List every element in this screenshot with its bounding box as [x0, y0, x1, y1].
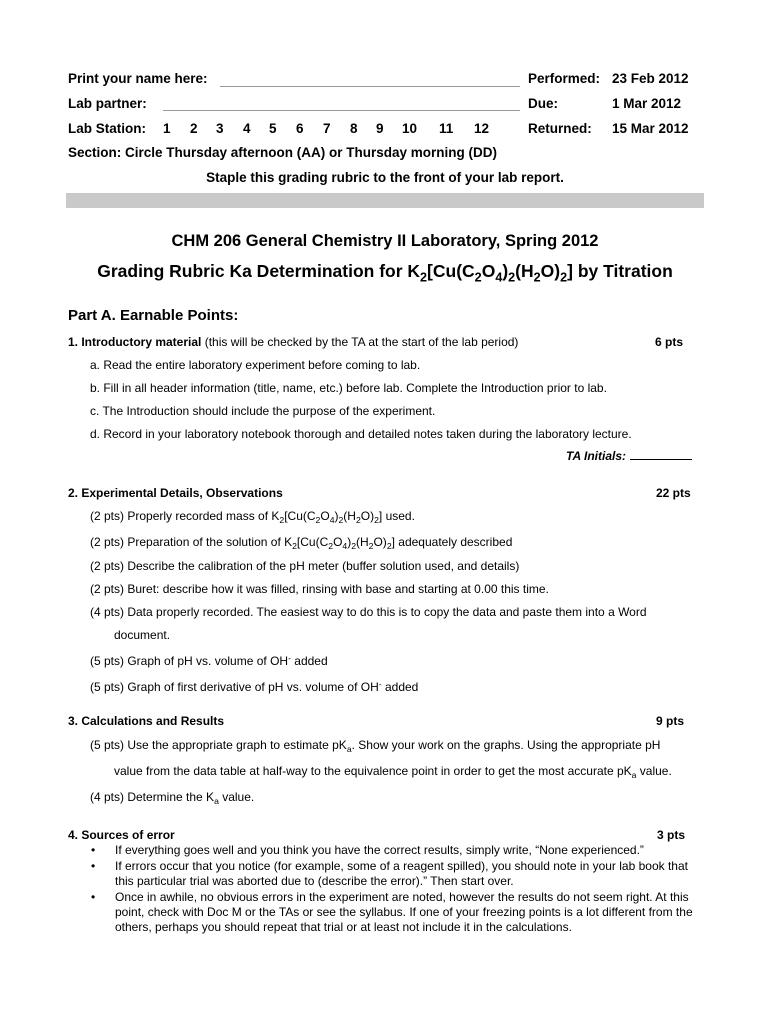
rubric-item: (4 pts) Data properly recorded. The easiest way to do this is to copy the data and paste them into a Word: [90, 605, 647, 619]
rubric-title-prefix: Grading Rubric Ka Determination for K: [97, 261, 421, 281]
section-line: Section: Circle Thursday afternoon (AA) or Thursday morning (DD): [68, 145, 498, 160]
rubric-item: (5 pts) Graph of first derivative of pH vs. volume of OH- added: [90, 679, 419, 694]
section-2-points: 22 pts: [656, 486, 691, 500]
section-3-points: 9 pts: [656, 714, 685, 728]
list-item: Once in awhile, no obvious errors in the experiment are noted, however the results do not seem right. At this point, check with Doc M or the TAs or see the syllabus. If one of your freezing points is a lot different from the others, perhaps you should repeat that trial or at least not include it in the calculations.: [115, 890, 693, 934]
returned-date: 15 Mar 2012: [612, 121, 689, 136]
rubric-item: (2 pts) Describe the calibration of the pH meter (buffer solution used, and details): [90, 559, 520, 573]
course-title: CHM 206 General Chemistry II Laboratory, Spring 2012: [171, 232, 599, 250]
station-number[interactable]: 12: [474, 121, 490, 136]
section-1-points: 6 pts: [655, 335, 684, 349]
list-item: a. Read the entire laboratory experiment before coming to lab.: [90, 358, 421, 372]
list-item: b. Fill in all header information (title, name, etc.) before lab. Complete the Introduction prior to lab.: [90, 381, 607, 395]
rubric-item: (5 pts) Use the appropriate graph to estimate $pK_a$. Show your work on the graphs. Using the appropriate pH: [90, 738, 661, 755]
station-number[interactable]: 6: [296, 121, 304, 136]
staple-note: Staple this grading rubric to the front of your lab report.: [206, 170, 564, 185]
ta-initials: [566, 448, 692, 463]
section-1-heading: [68, 335, 518, 349]
rubric-title-suffix: by Titration: [572, 261, 673, 281]
station-number[interactable]: 9: [376, 121, 384, 136]
bullet-icon: •: [91, 890, 96, 904]
section-4-title: 4. Sources of error: [68, 828, 175, 842]
rubric-item-continued: value from the data table at half-way to the equivalence point in order to get the most accurate $pK_a$ value.: [114, 764, 672, 781]
performed-date: 23 Feb 2012: [612, 71, 689, 86]
bullet-icon: •: [91, 859, 96, 873]
rubric-item-continued: document.: [114, 628, 171, 642]
rubric-item: (5 pts) Graph of pH vs. volume of OH- added: [90, 653, 328, 668]
station-number[interactable]: 10: [402, 121, 418, 136]
rubric-item-text: added: [290, 654, 328, 668]
performed-label: Performed:: [528, 71, 601, 86]
rubric-item-text: (5 pts) Graph of pH vs. volume of OH: [90, 654, 289, 668]
ta-initials-label: TA Initials:: [566, 449, 626, 463]
section-2-title: 2. Experimental Details, Observations: [68, 486, 283, 500]
rubric-item-text: adequately described: [394, 535, 513, 549]
rubric-item: (4 pts) Determine the $K_a$ value.: [90, 790, 255, 807]
station-number[interactable]: 2: [190, 121, 198, 136]
name-field-line[interactable]: [220, 86, 520, 87]
partner-label: Lab partner:: [68, 96, 147, 111]
rubric-item-text: used.: [382, 509, 415, 523]
section-4-points: 3 pts: [657, 828, 686, 842]
bullet-icon: •: [91, 843, 96, 857]
list-item: d. Record in your laboratory notebook thorough and detailed notes taken during the laboratory lecture.: [90, 427, 632, 441]
station-number[interactable]: 3: [216, 121, 224, 136]
list-item: c. The Introduction should include the purpose of the experiment.: [90, 404, 436, 418]
station-number[interactable]: 7: [323, 121, 331, 136]
section-1-title: 1. Introductory material: [68, 335, 202, 349]
rubric-item-text: value.: [636, 764, 672, 778]
rubric-item-text: value.: [218, 790, 255, 804]
returned-label: Returned:: [528, 121, 592, 136]
part-a-heading: Part A. Earnable Points:: [68, 307, 239, 324]
station-number[interactable]: 11: [439, 121, 454, 136]
rubric-item-text: . Show your work on the graphs. Using the appropriate pH: [351, 738, 661, 752]
rubric-item-text: added: [381, 680, 419, 694]
station-number[interactable]: 1: [163, 121, 171, 136]
due-label: Due:: [528, 96, 558, 111]
rubric-item-text: (5 pts) Graph of first derivative of pH vs. volume of OH: [90, 680, 379, 694]
rubric-item: (2 pts) Buret: describe how it was filled, rinsing with base and starting at 0.00 this time.: [90, 582, 549, 596]
rubric-item-text: (2 pts) Properly recorded mass of K: [90, 509, 280, 523]
list-item: If errors occur that you notice (for example, some of a reagent spilled), you should note in your lab book that this particular trial was aborted due to (describe the error).” Then start over.: [115, 859, 688, 888]
station-number[interactable]: 5: [269, 121, 277, 136]
station-number[interactable]: 8: [350, 121, 358, 136]
rubric-item-text: (2 pts) Preparation of the solution of K: [90, 535, 293, 549]
name-label: Print your name here:: [68, 71, 208, 86]
due-date: 1 Mar 2012: [612, 96, 682, 111]
station-label: Lab Station:: [68, 121, 146, 136]
section-1-note: (this will be checked by the TA at the start of the lab period): [201, 335, 519, 349]
rubric-title: Grading Rubric Ka Determination for $K_2[Cu(C_2O_4)_2(H_2O)_2]$ by Titration: [97, 261, 673, 285]
ta-initials-line[interactable]: [630, 448, 692, 460]
divider-bar: [66, 193, 704, 208]
rubric-item-text: (4 pts) Determine the K: [90, 790, 215, 804]
station-number[interactable]: 4: [243, 121, 251, 136]
rubric-item: (2 pts) Properly recorded mass of $K_2[Cu(C_2O_4)_2(H_2O)_2]$ used.: [90, 509, 415, 526]
section-3-title: 3. Calculations and Results: [68, 714, 225, 728]
partner-field-line[interactable]: [163, 110, 520, 111]
rubric-item-text: (5 pts) Use the appropriate graph to estimate pK: [90, 738, 347, 752]
rubric-item: (2 pts) Preparation of the solution of $K_2[Cu(C_2O_4)_2(H_2O)_2]$ adequately described: [90, 535, 513, 552]
rubric-item-text: value from the data table at half-way to the equivalence point in order to get the most accurate pK: [114, 764, 632, 778]
list-item: If everything goes well and you think you have the correct results, simply write, “None experienced.”: [115, 843, 644, 857]
